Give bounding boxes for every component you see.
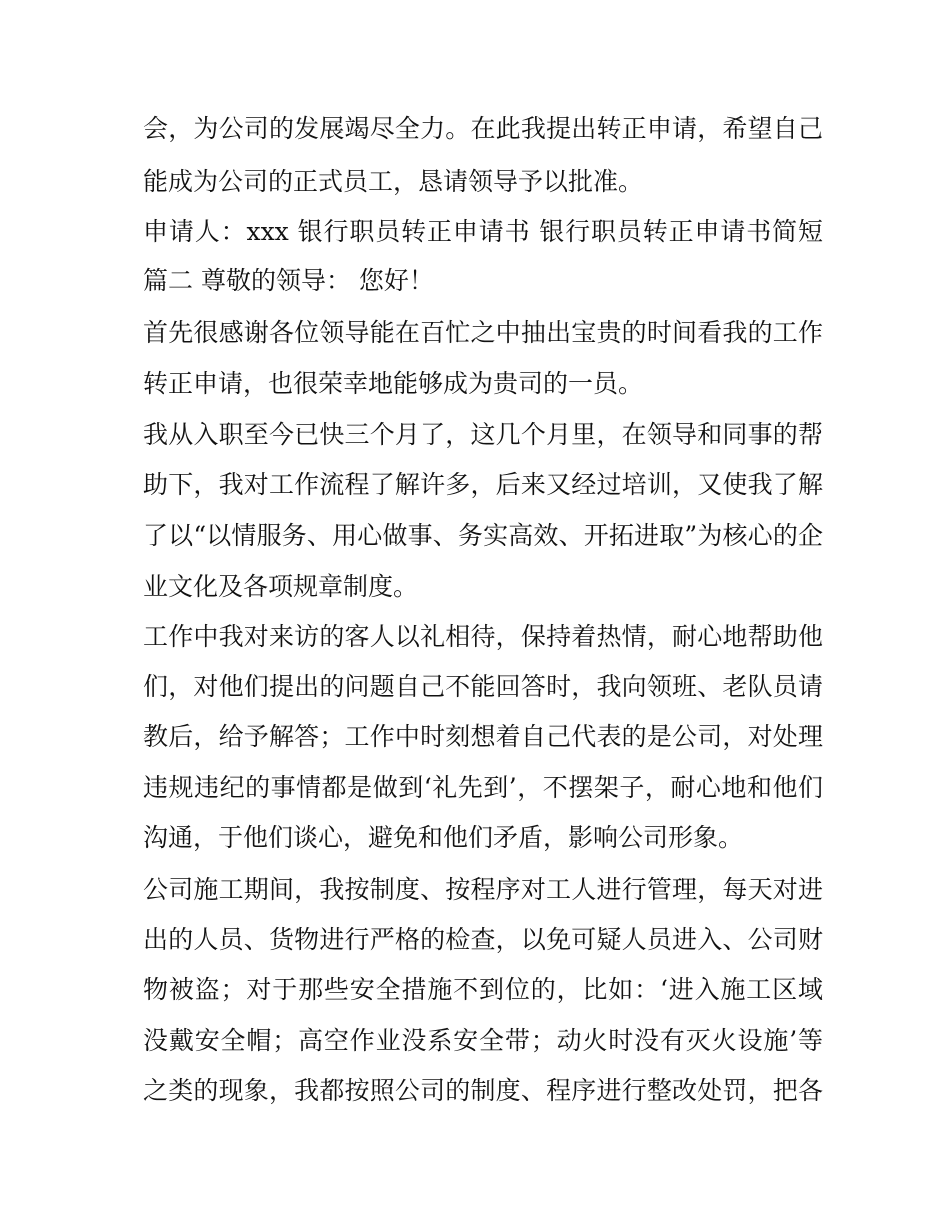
- text-line: 出的人员、货物进行严格的检查，以免可疑人员进入、公司财: [143, 925, 823, 954]
- text-line: 了以“以情服务、用心做事、务实高效、开拓进取”为核心的企: [143, 521, 823, 550]
- text-line: 物被盗；对于那些安全措施不到位的，比如：‘进入施工区域: [143, 975, 823, 1004]
- text-line: 会，为公司的发展竭尽全力。在此我提出转正申请，希望自己: [143, 114, 823, 143]
- text-line: 教后，给予解答；工作中时刻想着自己代表的是公司，对处理: [143, 722, 823, 751]
- text-line: 没戴安全帽；高空作业没系安全带；动火时没有灭火设施’等: [143, 1026, 823, 1055]
- text-line: 我从入职至今已快三个月了，这几个月里，在领导和同事的帮: [143, 420, 823, 449]
- text-line: 违规违纪的事情都是做到‘礼先到’，不摆架子，耐心地和他们: [143, 773, 823, 802]
- text-line: 能成为公司的正式员工，恳请领导予以批准。: [143, 167, 644, 196]
- text-line: 业文化及各项规章制度。: [143, 572, 419, 601]
- text-line: 沟通，于他们谈心，避免和他们矛盾，影响公司形象。: [143, 823, 744, 852]
- text-line: 工作中我对来访的客人以礼相待，保持着热情，耐心地帮助他: [143, 622, 823, 651]
- text-line: 助下，我对工作流程了解许多，后来又经过培训，又使我了解: [143, 470, 823, 499]
- text-line: 篇二 尊敬的领导： 您好！: [143, 266, 434, 295]
- text-line: 首先很感谢各位领导能在百忙之中抽出宝贵的时间看我的工作: [143, 318, 823, 347]
- text-line: 公司施工期间，我按制度、按程序对工人进行管理，每天对进: [143, 875, 823, 904]
- text-line: 申请人：xxx 银行职员转正申请书 银行职员转正申请书简短: [143, 217, 823, 246]
- text-line: 转正申请，也很荣幸地能够成为贵司的一员。: [143, 369, 644, 398]
- text-line: 们，对他们提出的问题自己不能回答时，我向领班、老队员请: [143, 672, 823, 701]
- text-line: 之类的现象，我都按照公司的制度、程序进行整改处罚，把各: [143, 1076, 823, 1105]
